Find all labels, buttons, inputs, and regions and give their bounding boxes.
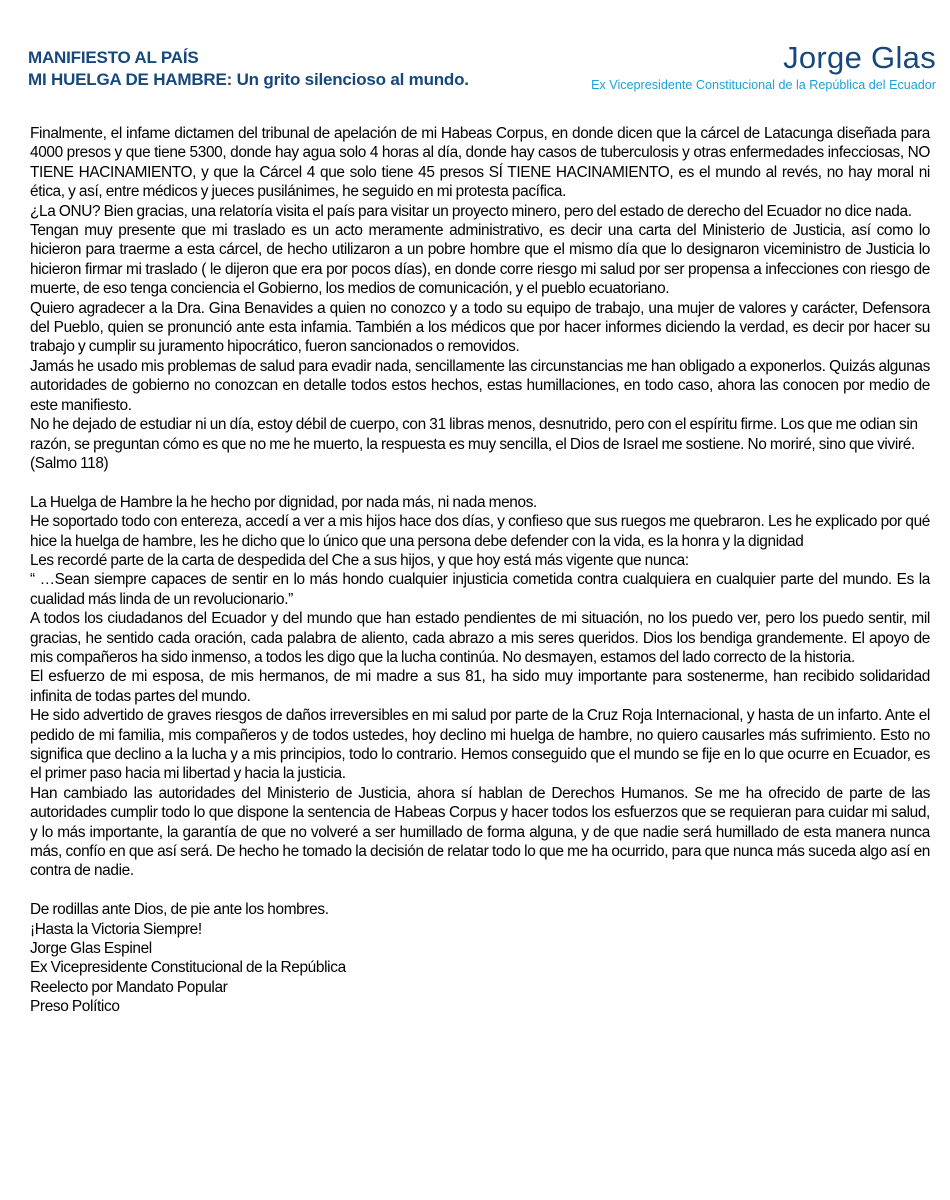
signature-title: Ex Vicepresidente Constitucional de la República — [30, 959, 346, 977]
title-line-2: MI HUELGA DE HAMBRE: Un grito silencioso al mundo. — [28, 70, 469, 89]
signature-line-6: Preso Político — [30, 998, 120, 1016]
paragraph-spacer — [30, 473, 930, 492]
paragraph-3: Tengan muy presente que mi traslado es un acto meramente administrativo, es decir una carta del Ministerio de Justicia, así como lo hicieron para traerme a esta cárcel, de hecho utilizaron a un pobre hombre que el mismo día que lo designaron viceministro de Justicia lo hicieron firmar mi traslado ( le dijeron que era por pocos días), en donde corre riesgo mi salud por ser propensa a infecciones con riesgo de muerte, de eso tenga conciencia el Gobierno, los medios de comunicación, y el pueblo ecuatoriano. — [30, 222, 930, 298]
closing-line-1: De rodillas ante Dios, de pie ante los hombres. — [30, 901, 329, 919]
paragraph-1: Finalmente, el infame dictamen del tribunal de apelación de mi Habeas Corpus, en donde dicen que la cárcel de Latacunga diseñada para 4000 presos y que tiene 5300, donde hay agua solo 4 horas al día, donde hay casos de tuberculosis y otras enfermedades infecciosas, NO TIENE HACINAMIENTO, y que la Cárcel 4 que solo tiene 45 presos SÍ TIENE HACINAMIENTO, es el mundo al revés, no hay moral ni ética, y así, entre médicos y jueces pusilánimes, he seguido en mi protesta pacífica. — [30, 125, 930, 201]
letterhead — [0, 0, 950, 112]
paragraph-14: Han cambiado las autoridades del Ministerio de Justicia, ahora sí hablan de Derechos Humanos. Se me ha ofrecido de parte de las autoridades cumplir todo lo que dispone la sentencia de Habeas Corpus y hacer todos los esfuerzos que se requieran para cuidar mi salud, y lo más importante, la garantía de que no volveré a ser humillado de forma alguna, y de que nadie será humillado de esta manera nunca más, confío en que así será. De hecho he tomado la decisión de relatar todo lo que me ha ocurrido, para que nunca más suceda algo así en contra de nadie. — [30, 784, 930, 880]
paragraph-7: La Huelga de Hambre la he hecho por dignidad, por nada más, ni nada menos. — [30, 493, 537, 511]
paragraph-5: Jamás he usado mis problemas de salud para evadir nada, sencillamente las circunstancias me han obligado a exponerlos. Quizás algunas autoridades de gobierno no conozcan en detalle todos estos hechos, estas humillaciones, en todo caso, ahora las conocen por medio de este manifiesto. — [30, 357, 930, 414]
paragraph-9: Les recordé parte de la carta de despedida del Che a sus hijos, y que hoy está más vigente que nunca: — [30, 551, 689, 569]
closing-line-2: ¡Hasta la Victoria Siempre! — [30, 920, 202, 938]
che-quote: “ …Sean siempre capaces de sentir en lo más hondo cualquier injusticia cometida contra cualquiera en cualquier parte del mundo. Es la cualidad más linda de un revolucionario.” — [30, 571, 930, 608]
paragraph-11: A todos los ciudadanos del Ecuador y del mundo que han estado pendientes de mi situación, no los puedo ver, pero los puedo sentir, mil gracias, he sentido cada oración, cada palabra de aliento, cada abrazo a mis seres queridos. Dios los bendiga grandemente. El apoyo de mis compañeros ha sido inmenso, a todos les digo que la lucha continúa. No desmayen, estamos del lado correcto de la historia. — [30, 610, 930, 666]
paragraph-4: Quiero agradecer a la Dra. Gina Benavides a quien no conozco y a todo su equipo de trabajo, una mujer de valores y carácter, Defensora del Pueblo, quien se pronunció ante esta infamia. También a los médicos que por hacer informes diciendo la verdad, es decir por hacer su trabajo y cumplir su juramento hipocrático, fueron sancionados o removidos. — [30, 299, 930, 356]
author-brand — [591, 40, 936, 93]
document-title — [28, 47, 469, 91]
author-name: Jorge Glas — [783, 40, 936, 75]
title-line-1: MANIFIESTO AL PAÍS — [28, 48, 199, 67]
paragraph-2: ¿La ONU? Bien gracias, una relatoría visita el país para visitar un proyecto minero, pero del estado de derecho del Ecuador no dice nada. — [30, 202, 912, 220]
signature-line-5: Reelecto por Mandato Popular — [30, 978, 228, 996]
paragraph-13: He sido advertido de graves riesgos de daños irreversibles en mi salud por parte de la Cruz Roja Internacional, y hasta de un infarto. Ante el pedido de mi familia, mis compañeros y de todos ustedes, hoy declino mi huelga de hambre, no quiero causarles más sufrimiento. Esto no significa que declino a la lucha y a mis principios, todo lo contrario. Hemos conseguido que el mundo se fije en lo que ocurre en Ecuador, es el primer paso hacia mi libertad y hacia la justicia. — [30, 707, 930, 783]
author-title: Ex Vicepresidente Constitucional de la República del Ecuador — [591, 78, 936, 92]
paragraph-6: No he dejado de estudiar ni un día, estoy débil de cuerpo, con 31 libras menos, desnutrido, pero con el espíritu firme. Los que me odian sin razón, se preguntan cómo es que no me he muerto, la respuesta es muy sencilla, el Dios de Israel me sostiene. No moriré, sino que viviré. (Salmo 118) — [30, 416, 918, 472]
signature-name: Jorge Glas Espinel — [30, 940, 152, 958]
paragraph-12: El esfuerzo de mi esposa, de mis hermanos, de mi madre a sus 81, ha sido muy importante para sostenerme, han recibido solidaridad infinita de todas partes del mundo. — [30, 668, 930, 705]
paragraph-8: He soportado todo con entereza, accedí a ver a mis hijos hace dos días, y confieso que sus ruegos me quebraron. Les he explicado por qué hice la huelga de hambre, les he dicho que lo único que una persona debe defender con la vida, es la honra y la dignidad — [30, 513, 930, 550]
paragraph-spacer — [30, 881, 930, 900]
manifesto-body — [30, 124, 930, 1017]
